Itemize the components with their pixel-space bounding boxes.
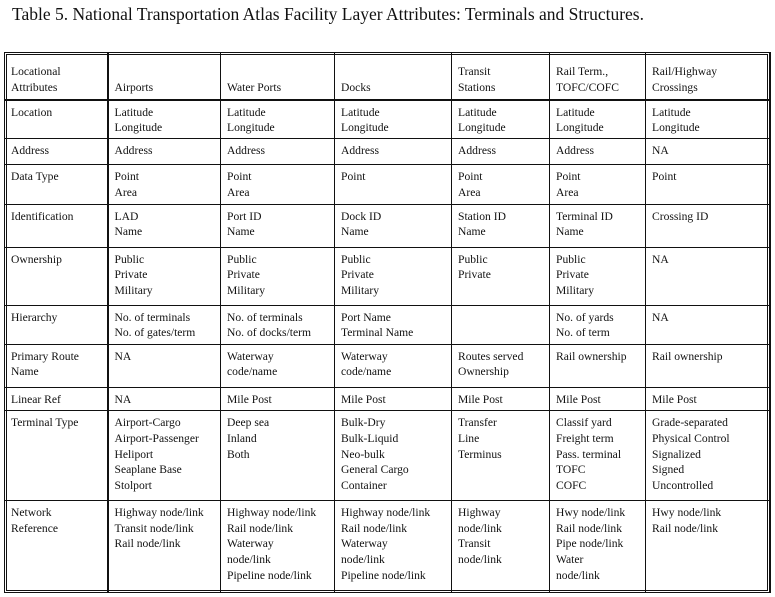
cell-text-line: Port ID [227, 209, 262, 223]
cell-text-line: Waterway [341, 349, 388, 363]
cell-text-line: NA [652, 144, 669, 158]
cell-text-line: Longitude [114, 121, 163, 135]
cell-text-line: Both [227, 447, 250, 461]
cell-text-line: Private [556, 268, 589, 282]
table-border [4, 52, 770, 593]
cell-text-line: Mile Post [227, 393, 272, 407]
cell-text-line: NA [652, 310, 669, 324]
cell-text-line: NA [652, 252, 669, 266]
row-label-line: Hierarchy [11, 310, 58, 324]
cell-text-line: Terminal ID [556, 209, 613, 223]
cell-text-line: Transit node/link [114, 521, 194, 535]
header-text-line: TOFC/COFC [556, 80, 619, 94]
cell-text-line: Heliport [114, 447, 154, 461]
cell-text-line: Waterway [341, 537, 388, 551]
cell-text-line: Freight term [556, 432, 614, 446]
cell-text-line: COFC [556, 478, 587, 492]
cell-text-line: TOFC [556, 463, 586, 477]
cell-text-line: Longitude [227, 121, 275, 135]
cell-text-line: Private [341, 268, 374, 282]
cell-text-line: Point [114, 169, 139, 183]
cell-text-line: LAD [114, 209, 139, 223]
cell-text-line: Neo-bulk [341, 447, 385, 461]
cell-text-line: No. of term [556, 326, 610, 340]
cell-text-line: Mile Post [341, 393, 386, 407]
cell-text-line: node/link [556, 568, 600, 582]
cell-text-line: Public [458, 252, 488, 266]
cell-text-line: Latitude [114, 105, 154, 119]
cell-text-line: Terminus [458, 447, 502, 461]
cell-text-line: Line [458, 432, 480, 446]
cell-text-line: NA [114, 349, 132, 363]
cell-text-line: Container [341, 478, 387, 492]
cell-text-line: Inland [227, 432, 257, 446]
cell-text-line: Bulk-Dry [341, 416, 386, 430]
cell-text-line: code/name [227, 365, 278, 379]
cell-text-line: Mile Post [458, 393, 503, 407]
cell-text-line: Signalized [652, 447, 701, 461]
cell-text-line: Highway node/link [227, 506, 317, 520]
cell-text-line: No. of terminals [227, 310, 303, 324]
header-text-line: Docks [341, 80, 371, 94]
cell-text-line: Address [227, 144, 265, 158]
cell-text-line: Address [114, 144, 153, 158]
cell-text-line: Private [114, 268, 148, 282]
cell-text-line: Private [227, 268, 260, 282]
header-text-line: Rail/Highway [652, 65, 718, 79]
cell-text-line: Rail node/link [227, 521, 294, 535]
row-label-line: Terminal Type [11, 416, 79, 430]
header-text-line: Crossings [652, 80, 698, 94]
cell-text-line: Mile Post [652, 393, 697, 407]
cell-text-line: Military [114, 283, 153, 297]
cell-text-line: Signed [652, 463, 685, 477]
cell-text-line: Address [341, 144, 379, 158]
row-label-line: Name [11, 365, 39, 379]
cell-text-line: Longitude [341, 121, 389, 135]
cell-text-line: Public [114, 252, 145, 266]
cell-text-line: code/name [341, 365, 392, 379]
cell-text-line: Longitude [458, 121, 506, 135]
cell-text-line: Pipe node/link [556, 537, 624, 551]
header-text-line: Attributes [11, 80, 58, 94]
cell-text-line: Point [556, 169, 581, 183]
cell-text-line: No. of gates/term [114, 326, 196, 340]
cell-text-line: Address [556, 144, 594, 158]
cell-text-line: Airport-Passenger [114, 432, 199, 446]
cell-text-line: Rail node/link [114, 537, 181, 551]
cell-text-line: Station ID [458, 209, 506, 223]
cell-text-line: Grade-separated [652, 416, 728, 430]
cell-text-line: Longitude [556, 121, 604, 135]
cell-text-line: Waterway [227, 537, 274, 551]
cell-text-line: NA [114, 393, 132, 407]
cell-text-line: Uncontrolled [652, 478, 714, 492]
header-text-line: Rail Term., [556, 65, 609, 79]
cell-text-line: Public [227, 252, 257, 266]
cell-text-line: Area [114, 185, 138, 199]
header-text-line: Stations [458, 80, 496, 94]
cell-text-line: node/link [227, 552, 271, 566]
row-label-line: Location [11, 105, 53, 119]
row-label-line: Network [11, 506, 52, 520]
cell-text-line: Latitude [652, 105, 691, 119]
header-text-line: Locational [11, 65, 61, 79]
cell-text-line: Routes served [458, 349, 524, 363]
cell-text-line: Area [227, 185, 250, 199]
cell-text-line: Latitude [341, 105, 380, 119]
cell-text-line: Hwy node/link [652, 506, 722, 520]
cell-text-line: Public [556, 252, 586, 266]
cell-text-line: Area [458, 185, 481, 199]
cell-text-line: Dock ID [341, 209, 382, 223]
cell-text-line: Private [458, 268, 491, 282]
cell-text-line: Rail ownership [556, 349, 627, 363]
cell-text-line: No. of docks/term [227, 326, 312, 340]
cell-text-line: Pipeline node/link [341, 568, 426, 582]
cell-text-line: Military [556, 283, 594, 297]
cell-text-line: General Cargo [341, 463, 409, 477]
cell-text-line: Waterway [227, 349, 274, 363]
cell-text-line: Pipeline node/link [227, 568, 312, 582]
cell-text-line: Rail node/link [341, 521, 408, 535]
cell-text-line: Latitude [458, 105, 497, 119]
cell-text-line: Point [458, 169, 483, 183]
cell-text-line: Classif yard [556, 416, 612, 430]
cell-text-line: Seaplane Base [114, 463, 182, 477]
cell-text-line: No. of terminals [114, 310, 191, 324]
row-label-line: Linear Ref [11, 393, 61, 407]
header-text-line: Transit [458, 65, 491, 79]
row-label-line: Address [11, 144, 49, 158]
cell-text-line: Area [556, 185, 579, 199]
cell-text-line: node/link [458, 552, 502, 566]
cell-text-line: Latitude [227, 105, 266, 119]
cell-text-line: Name [227, 225, 255, 239]
header-text-line: Airports [114, 80, 154, 94]
header-text-line: Water Ports [227, 80, 282, 94]
cell-text-line: Rail node/link [556, 521, 623, 535]
cell-text-line: node/link [458, 521, 502, 535]
row-label-line: Identification [11, 209, 74, 223]
cell-text-line: node/link [341, 552, 385, 566]
cell-text-line: Port Name [341, 310, 391, 324]
cell-text-line: Longitude [652, 121, 700, 135]
cell-text-line: Terminal Name [341, 326, 414, 340]
cell-text-line: Highway node/link [114, 506, 204, 520]
cell-text-line: Military [227, 283, 265, 297]
cell-text-line: Bulk-Liquid [341, 432, 399, 446]
cell-text-line: Latitude [556, 105, 595, 119]
cell-text-line: Name [458, 225, 486, 239]
cell-text-line: Deep sea [227, 416, 270, 430]
cell-text-line: Crossing ID [652, 209, 709, 223]
cell-text-line: Point [227, 169, 252, 183]
row-label-line: Primary Route [11, 349, 79, 363]
cell-text-line: Rail node/link [652, 521, 719, 535]
row-label-line: Data Type [11, 169, 59, 183]
cell-text-line: No. of yards [556, 310, 614, 324]
cell-text-line: Address [458, 144, 496, 158]
cell-text-line: Airport-Cargo [114, 416, 181, 430]
cell-text-line: Military [341, 283, 379, 297]
cell-text-line: Rail ownership [652, 349, 723, 363]
cell-text-line: Name [341, 225, 369, 239]
cell-text-line: Name [114, 225, 143, 239]
cell-text-line: Highway node/link [341, 506, 431, 520]
cell-text-line: Point [341, 169, 366, 183]
cell-text-line: Physical Control [652, 432, 730, 446]
table-caption: Table 5. National Transportation Atlas Facility Layer Attributes: Terminals and Structures. [12, 4, 644, 24]
cell-text-line: Public [341, 252, 371, 266]
cell-text-line: Point [652, 169, 677, 183]
cell-text-line: Ownership [458, 365, 509, 379]
cell-text-line: Hwy node/link [556, 506, 626, 520]
cell-text-line: Stolport [114, 478, 152, 492]
cell-text-line: Highway [458, 506, 501, 520]
cell-text-line: Name [556, 225, 584, 239]
row-label-line: Ownership [11, 252, 62, 266]
cell-text-line: Mile Post [556, 393, 601, 407]
cell-text-line: Water [556, 552, 584, 566]
cell-text-line: Transit [458, 537, 491, 551]
cell-text-line: Pass. terminal [556, 447, 622, 461]
cell-text-line: Transfer [458, 416, 497, 430]
row-label-line: Reference [11, 521, 58, 535]
